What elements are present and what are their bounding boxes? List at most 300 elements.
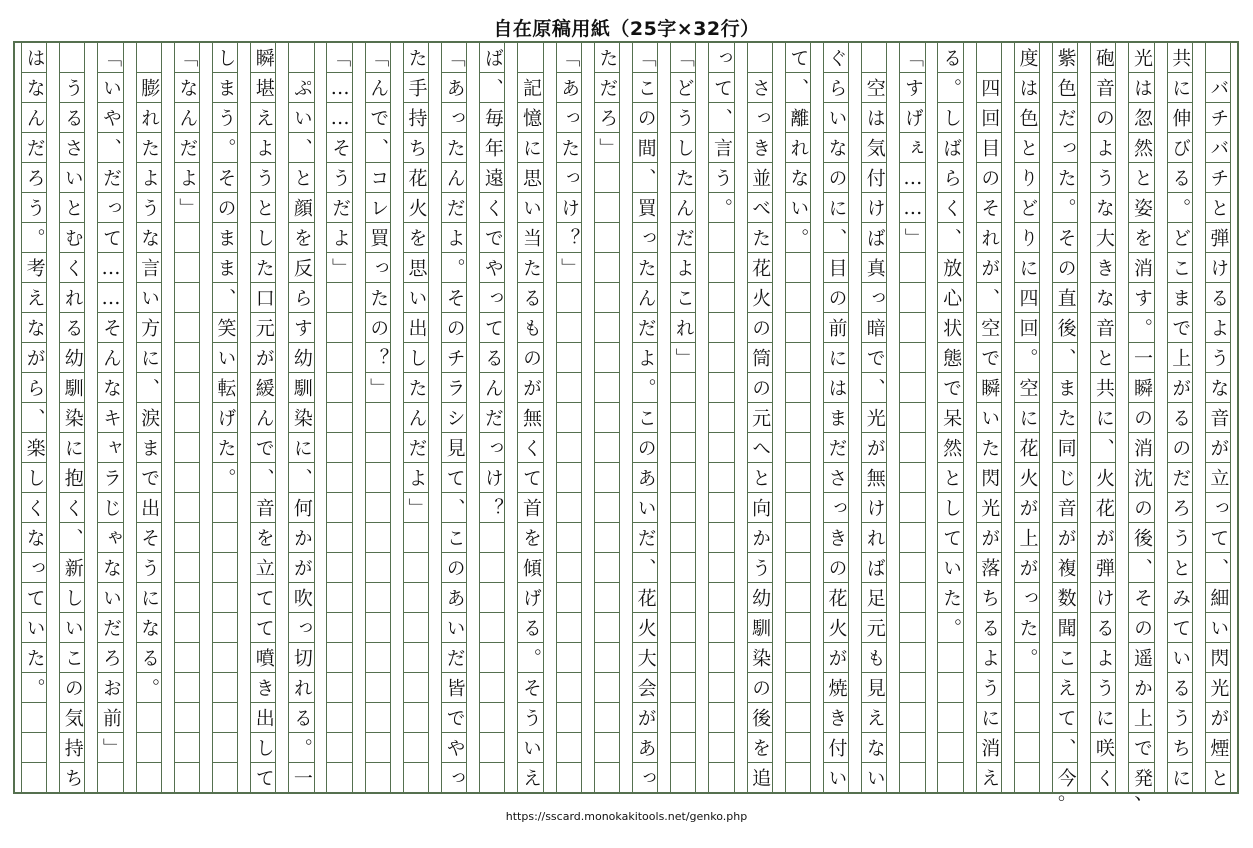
grid-cell: き: [1091, 253, 1115, 283]
grid-column: [174, 43, 200, 792]
grid-cell: 並: [748, 163, 772, 193]
grid-cell: コ: [366, 163, 390, 193]
grid-cell: [671, 733, 695, 763]
grid-cell: 」: [404, 493, 428, 523]
grid-cell: 。: [518, 643, 542, 673]
grid-cell: [900, 253, 924, 283]
grid-cell: さ: [824, 463, 848, 493]
grid-cell: た: [671, 163, 695, 193]
grid-cell: や: [98, 103, 122, 133]
grid-cell: 瞬: [977, 373, 1001, 403]
grid-cell: [175, 733, 199, 763]
grid-cell: [327, 403, 351, 433]
grid-cell: [595, 643, 619, 673]
grid-cell: [557, 613, 581, 643]
grid-cell: 。: [213, 133, 237, 163]
grid-cell: 空: [862, 73, 886, 103]
grid-cell: ら: [824, 73, 848, 103]
grid-cell: [786, 613, 810, 643]
grid-cell: こ: [1053, 643, 1077, 673]
grid-cell: し: [671, 133, 695, 163]
grid-cell: て: [518, 463, 542, 493]
grid-cell: し: [938, 493, 962, 523]
grid-cell: る: [480, 343, 504, 373]
grid-cell: な: [98, 553, 122, 583]
grid-cell: 光: [977, 493, 1001, 523]
grid-cell: [213, 733, 237, 763]
grid-cell: と: [938, 463, 962, 493]
grid-cell: 、: [1206, 553, 1230, 583]
grid-cell: な: [175, 73, 199, 103]
grid-cell: [900, 283, 924, 313]
grid-cell: [900, 553, 924, 583]
grid-cell: [175, 283, 199, 313]
grid-cell: れ: [671, 313, 695, 343]
grid-cell: [137, 763, 161, 792]
grid-cell: や: [442, 733, 466, 763]
grid-cell: て: [98, 223, 122, 253]
grid-cell: と: [1168, 553, 1192, 583]
grid-cell: 毎: [480, 103, 504, 133]
grid-cell: り: [1015, 223, 1039, 253]
grid-cell: 」: [366, 373, 390, 403]
grid-cell: [595, 403, 619, 433]
grid-cell: 言: [137, 253, 161, 283]
grid-cell: 消: [1129, 433, 1153, 463]
grid-cell: 、: [824, 223, 848, 253]
grid-cell: 付: [862, 163, 886, 193]
grid-cell: [327, 373, 351, 403]
grid-cell: を: [1129, 223, 1153, 253]
grid-cell: い: [137, 283, 161, 313]
grid-cell: [938, 763, 962, 792]
grid-column: [1205, 43, 1231, 792]
grid-cell: ゃ: [98, 523, 122, 553]
grid-cell: [595, 493, 619, 523]
grid-cell: [595, 163, 619, 193]
grid-cell: よ: [175, 163, 199, 193]
grid-cell: [786, 523, 810, 553]
grid-column: [594, 43, 620, 792]
grid-cell: キ: [98, 403, 122, 433]
grid-cell: れ: [60, 283, 84, 313]
grid-cell: 立: [251, 553, 275, 583]
grid-cell: 、: [137, 373, 161, 403]
grid-cell: け: [1206, 253, 1230, 283]
grid-cell: [595, 313, 619, 343]
grid-cell: の: [824, 163, 848, 193]
grid-cell: す: [900, 73, 924, 103]
grid-cell: ま: [1053, 373, 1077, 403]
grid-column: [97, 43, 123, 792]
grid-cell: [900, 673, 924, 703]
grid-cell: う: [748, 553, 772, 583]
grid-cell: と: [1015, 133, 1039, 163]
grid-cell: え: [978, 768, 1001, 787]
grid-cell: [786, 433, 810, 463]
grid-cell: が: [1206, 433, 1230, 463]
grid-column: [326, 43, 352, 792]
grid-cell: [900, 403, 924, 433]
grid-cell: ち: [977, 583, 1001, 613]
grid-cell: て: [22, 583, 46, 613]
grid-cell: す: [1129, 283, 1153, 313]
grid-cell: 花: [404, 163, 428, 193]
grid-cell: 「: [175, 43, 199, 73]
grid-cell: ？: [480, 493, 504, 523]
grid-cell: 後: [1129, 523, 1153, 553]
grid-cell: に: [1169, 768, 1192, 787]
grid-cell: べ: [748, 193, 772, 223]
grid-cell: 」: [175, 193, 199, 223]
grid-cell: か: [1129, 673, 1153, 703]
grid-cell: と: [1207, 768, 1230, 787]
grid-cell: で: [938, 373, 962, 403]
grid-cell: に: [1168, 73, 1192, 103]
grid-cell: 遠: [480, 163, 504, 193]
grid-cell: よ: [442, 223, 466, 253]
grid-cell: ぐ: [824, 43, 848, 73]
grid-cell: 音: [1091, 73, 1115, 103]
grid-cell: た: [366, 283, 390, 313]
grid-column: [212, 43, 238, 792]
grid-cell: [327, 583, 351, 613]
grid-cell: 元: [748, 403, 772, 433]
grid-cell: [900, 463, 924, 493]
grid-cell: 瞬: [1129, 373, 1153, 403]
grid-cell: を: [404, 223, 428, 253]
grid-cell: て: [786, 43, 810, 73]
grid-cell: [671, 523, 695, 553]
grid-cell: 、: [633, 163, 657, 193]
grid-cell: に: [60, 433, 84, 463]
grid-cell: [557, 343, 581, 373]
grid-cell: け: [557, 193, 581, 223]
grid-column: [976, 43, 1002, 792]
grid-cell: こ: [1168, 253, 1192, 283]
grid-cell: [175, 553, 199, 583]
grid-cell: ら: [22, 373, 46, 403]
grid-cell: [175, 613, 199, 643]
grid-cell: 膨: [137, 73, 161, 103]
grid-cell: 気: [862, 133, 886, 163]
grid-cell: 。: [442, 253, 466, 283]
grid-cell: に: [1015, 403, 1039, 433]
grid-cell: [786, 733, 810, 763]
grid-cell: な: [137, 223, 161, 253]
grid-cell: が: [862, 433, 886, 463]
grid-cell: 追: [749, 768, 772, 787]
grid-cell: [175, 223, 199, 253]
grid-cell: っ: [366, 253, 390, 283]
grid-cell: チ: [1206, 163, 1230, 193]
grid-cell: 無: [862, 463, 886, 493]
grid-cell: は: [862, 103, 886, 133]
grid-cell: で: [137, 463, 161, 493]
grid-cell: う: [137, 553, 161, 583]
grid-cell: に: [1015, 253, 1039, 283]
grid-cell: る: [518, 283, 542, 313]
grid-cell: の: [442, 313, 466, 343]
grid-cell: 火: [824, 613, 848, 643]
grid-cell: 、: [289, 463, 313, 493]
grid-cell: っ: [480, 433, 504, 463]
grid-cell: げ: [213, 403, 237, 433]
grid-cell: 今: [1054, 768, 1077, 787]
grid-cell: 付: [824, 733, 848, 763]
grid-cell: 笑: [213, 313, 237, 343]
grid-cell: 状: [938, 313, 962, 343]
grid-cell: [671, 433, 695, 463]
grid-cell: よ: [251, 133, 275, 163]
grid-cell: で: [480, 223, 504, 253]
grid-cell: 色: [1053, 73, 1077, 103]
grid-cell: に: [289, 433, 313, 463]
grid-cell: に: [1091, 403, 1115, 433]
grid-column: [288, 43, 314, 792]
grid-cell: る: [1206, 283, 1230, 313]
grid-cell: る: [137, 643, 161, 673]
grid-cell: う: [60, 73, 84, 103]
grid-cell: い: [442, 613, 466, 643]
grid-cell: [786, 283, 810, 313]
grid-cell: 筒: [748, 343, 772, 373]
grid-cell: で: [251, 433, 275, 463]
grid-cell: な: [22, 523, 46, 553]
grid-cell: の: [1168, 433, 1192, 463]
grid-cell: 弾: [1206, 223, 1230, 253]
grid-cell: か: [748, 523, 772, 553]
grid-cell: [327, 283, 351, 313]
grid-cell: [709, 763, 733, 792]
grid-cell: [900, 313, 924, 343]
grid-cell: 暗: [862, 313, 886, 343]
grid-cell: [709, 703, 733, 733]
grid-cell: 。: [938, 73, 962, 103]
grid-cell: ど: [1168, 223, 1192, 253]
grid-cell: の: [1129, 403, 1153, 433]
grid-cell: う: [251, 163, 275, 193]
grid-cell: [709, 733, 733, 763]
grid-cell: 、: [1129, 553, 1153, 583]
grid-cell: こ: [633, 403, 657, 433]
grid-column: [517, 43, 543, 792]
grid-cell: し: [938, 103, 962, 133]
grid-cell: い: [22, 613, 46, 643]
grid-cell: 、: [60, 523, 84, 553]
grid-cell: [327, 733, 351, 763]
grid-cell: 染: [748, 643, 772, 673]
grid-cell: ん: [22, 103, 46, 133]
grid-cell: [786, 763, 810, 792]
grid-cell: [786, 583, 810, 613]
grid-cell: 共: [1168, 43, 1192, 73]
grid-cell: そ: [98, 313, 122, 343]
grid-cell: れ: [786, 133, 810, 163]
grid-cell: 」: [327, 253, 351, 283]
grid-cell: あ: [557, 73, 581, 103]
grid-cell: 音: [1091, 313, 1115, 343]
grid-cell: が: [633, 703, 657, 733]
grid-cell: け: [480, 463, 504, 493]
grid-cell: が: [1168, 373, 1192, 403]
grid-column: [1014, 43, 1040, 792]
grid-cell: [900, 373, 924, 403]
grid-cell: み: [1168, 583, 1192, 613]
grid-cell: さ: [748, 73, 772, 103]
grid-cell: ん: [175, 103, 199, 133]
grid-cell: ら: [938, 163, 962, 193]
grid-cell: 元: [251, 313, 275, 343]
grid-cell: い: [825, 768, 848, 787]
grid-cell: 向: [748, 493, 772, 523]
grid-cell: [595, 223, 619, 253]
grid-cell: 幼: [289, 343, 313, 373]
grid-cell: 。: [786, 223, 810, 253]
grid-cell: 煙: [1206, 733, 1230, 763]
grid-cell: て: [1053, 703, 1077, 733]
grid-cell: ん: [366, 73, 390, 103]
grid-cell: [404, 733, 428, 763]
grid-cell: 前: [824, 313, 848, 343]
grid-cell: [1206, 43, 1230, 73]
grid-cell: る: [60, 313, 84, 343]
grid-cell: [557, 313, 581, 343]
grid-cell: 後: [748, 703, 772, 733]
grid-cell: 放: [938, 253, 962, 283]
grid-cell: [557, 493, 581, 523]
grid-cell: [213, 553, 237, 583]
grid-cell: え: [1053, 673, 1077, 703]
grid-cell: れ: [862, 523, 886, 553]
grid-cell: 、: [709, 103, 733, 133]
grid-cell: い: [938, 553, 962, 583]
grid-cell: ぇ: [900, 133, 924, 163]
grid-cell: ろ: [595, 103, 619, 133]
grid-cell: っ: [633, 223, 657, 253]
grid-cell: 、: [289, 133, 313, 163]
grid-cell: 反: [289, 253, 313, 283]
grid-column: [250, 43, 276, 792]
grid-cell: そ: [977, 193, 1001, 223]
grid-cell: う: [671, 103, 695, 133]
grid-cell: 思: [404, 253, 428, 283]
grid-column: [21, 43, 47, 792]
grid-cell: [175, 523, 199, 553]
grid-cell: 心: [938, 283, 962, 313]
grid-cell: は: [1129, 73, 1153, 103]
grid-cell: [175, 493, 199, 523]
grid-cell: 遥: [1129, 643, 1153, 673]
grid-cell: と: [251, 193, 275, 223]
grid-cell: 消: [1129, 253, 1153, 283]
grid-cell: [900, 493, 924, 523]
grid-cell: 発: [1131, 768, 1154, 787]
grid-cell: 花: [633, 583, 657, 613]
grid-cell: [22, 703, 46, 733]
grid-cell: 」: [98, 733, 122, 763]
grid-column: [899, 43, 925, 792]
grid-cell: こ: [633, 73, 657, 103]
grid-cell: 複: [1053, 553, 1077, 583]
grid-cell: [557, 763, 581, 792]
grid-cell: げ: [518, 583, 542, 613]
grid-cell: 買: [366, 223, 390, 253]
grid-cell: [213, 673, 237, 703]
grid-cell: い: [404, 283, 428, 313]
grid-cell: [137, 703, 161, 733]
grid-cell: 、: [633, 553, 657, 583]
grid-cell: の: [633, 433, 657, 463]
grid-cell: [900, 763, 924, 792]
grid-cell: ん: [98, 343, 122, 373]
grid-cell: よ: [327, 223, 351, 253]
grid-cell: ま: [137, 433, 161, 463]
grid-cell: し: [251, 733, 275, 763]
grid-cell: [595, 253, 619, 283]
grid-cell: 。: [1015, 343, 1039, 373]
grid-cell: [213, 493, 237, 523]
grid-cell: あ: [633, 463, 657, 493]
grid-cell: っ: [824, 493, 848, 523]
grid-cell: [748, 43, 772, 73]
grid-cell: [709, 523, 733, 553]
grid-cell: お: [98, 673, 122, 703]
grid-column: [441, 43, 467, 792]
grid-cell: [595, 373, 619, 403]
grid-cell: 四: [1015, 283, 1039, 313]
grid-cell: が: [518, 373, 542, 403]
grid-cell: …: [98, 253, 122, 283]
grid-cell: [786, 703, 810, 733]
grid-cell: だ: [671, 223, 695, 253]
grid-cell: 、: [977, 283, 1001, 313]
grid-cell: こ: [60, 643, 84, 673]
grid-cell: 呆: [938, 403, 962, 433]
grid-cell: 出: [404, 313, 428, 343]
grid-cell: [786, 553, 810, 583]
grid-cell: そ: [518, 673, 542, 703]
grid-cell: い: [60, 163, 84, 193]
grid-cell: だ: [633, 313, 657, 343]
grid-cell: [480, 643, 504, 673]
grid-cell: の: [977, 163, 1001, 193]
grid-cell: 。: [1129, 313, 1153, 343]
grid-cell: に: [824, 193, 848, 223]
grid-cell: こ: [671, 283, 695, 313]
grid-cell: [786, 403, 810, 433]
grid-cell: な: [1206, 373, 1230, 403]
grid-cell: 砲: [1091, 43, 1115, 73]
grid-cell: る: [60, 103, 84, 133]
grid-cell: 落: [977, 553, 1001, 583]
grid-cell: [900, 583, 924, 613]
grid-cell: ば: [480, 43, 504, 73]
grid-cell: し: [404, 343, 428, 373]
grid-cell: [709, 643, 733, 673]
grid-cell: 態: [938, 343, 962, 373]
grid-cell: [595, 193, 619, 223]
grid-cell: が: [251, 343, 275, 373]
grid-cell: [366, 583, 390, 613]
grid-cell: を: [289, 223, 313, 253]
grid-cell: ば: [862, 553, 886, 583]
grid-cell: の: [1129, 493, 1153, 523]
grid-cell: う: [1091, 163, 1115, 193]
grid-cell: 立: [1206, 463, 1230, 493]
grid-cell: 緩: [251, 373, 275, 403]
grid-cell: た: [404, 373, 428, 403]
